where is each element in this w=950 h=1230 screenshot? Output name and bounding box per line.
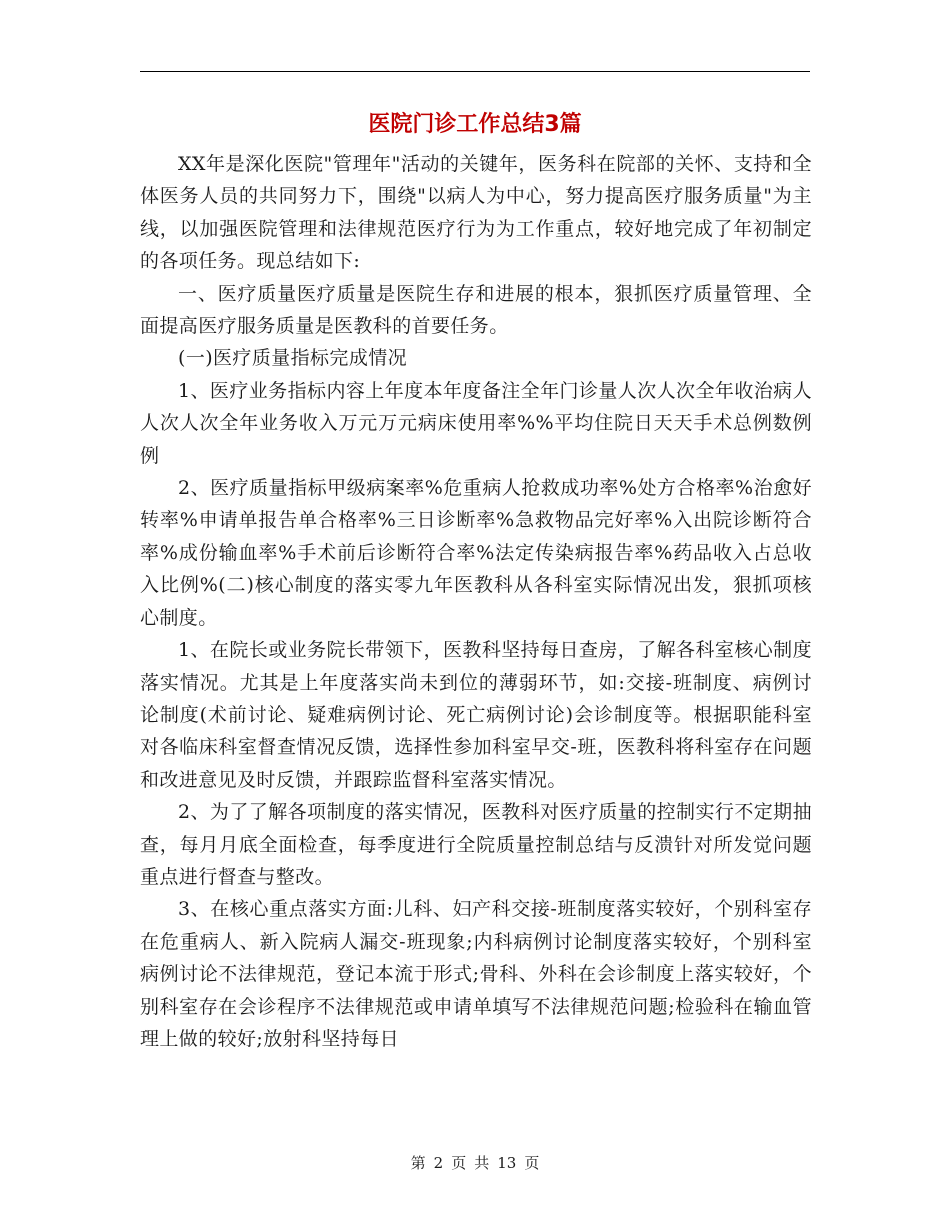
footer-current-page: 2 [433,1154,444,1172]
footer-prefix: 第 [410,1154,426,1172]
document-body [140,148,812,1055]
paragraph-quality-indicators: 2、医疗质量指标甲级病案率%危重病人抢救成功率%处方合格率%治愈好转率%申请单报告单合格率%三日诊断率%急救物品完好率%入出院诊断符合率%成份输血率%手术前后诊断符合率%法定传染病报告率%药品收入占总收入比例%(二)核心制度的落实零九年医教科从各科室实际情况出发，狠抓项核心制度。 [140,477,812,629]
paragraph-inspections: 2、为了了解各项制度的落实情况，医教科对医疗质量的控制实行不定期抽查，每月月底全面检查，每季度进行全院质量控制总结与反溃针对所发觉问题重点进行督查与整改。 [140,801,812,888]
paragraph-subsection-1: (一)医疗质量指标完成情况 [178,347,408,370]
header-rule [140,71,810,72]
page-footer [0,1152,950,1174]
footer-page-word: 页 [451,1154,467,1172]
footer-total-word: 共 [474,1154,490,1172]
paragraph-ward-rounds: 1、在院长或业务院长带领下，医教科坚持每日查房，了解各科室核心制度落实情况。尤其是上年度落实尚未到位的薄弱环节，如:交接-班制度、病例讨论制度(术前讨论、疑难病例讨论、死亡病例讨论)会诊制度等。根据职能科室对各临床科室督查情况反馈，选择性参加科室早交-班，医教科将科室存在问题和改进意见及时反馈，并跟踪监督科室落实情况。 [140,639,812,791]
paragraph-business-indicators: 1、医疗业务指标内容上年度本年度备注全年门诊量人次人次全年收治病人人次人次全年业务收入万元万元病床使用率%%平均住院日天天手术总例数例例 [140,379,812,467]
paragraph-core-focus: 3、在核心重点落实方面:儿科、妇产科交接-班制度落实较好，个别科室存在危重病人、新入院病人漏交-班现象;内科病例讨论制度落实较好，个别科室病例讨论不法律规范，登记本流于形式;骨科、外科在会诊制度上落实较好，个别科室存在会诊程序不法律规范或申请单填写不法律规范问题;检验科在输血管理上做的较好;放射科坚持每日 [140,898,812,1050]
paragraph-section-1: 一、医疗质量医疗质量是医院生存和进展的根本，狠抓医疗质量管理、全面提高医疗服务质量是医教科的首要任务。 [140,282,812,338]
footer-total-pages: 13 [497,1154,517,1172]
footer-suffix: 页 [524,1154,540,1172]
paragraph-intro: XX年是深化医院"管理年"活动的关键年，医务科在院部的关怀、支持和全体医务人员的共同努力下，围绕"以病人为中心，努力提高医疗服务质量"为主线，以加强医院管理和法律规范医疗行为为工作重点，较好地完成了年初制定的各项任务。现总结如下: [140,153,812,273]
document-title: 医院门诊工作总结3篇 [368,112,582,137]
